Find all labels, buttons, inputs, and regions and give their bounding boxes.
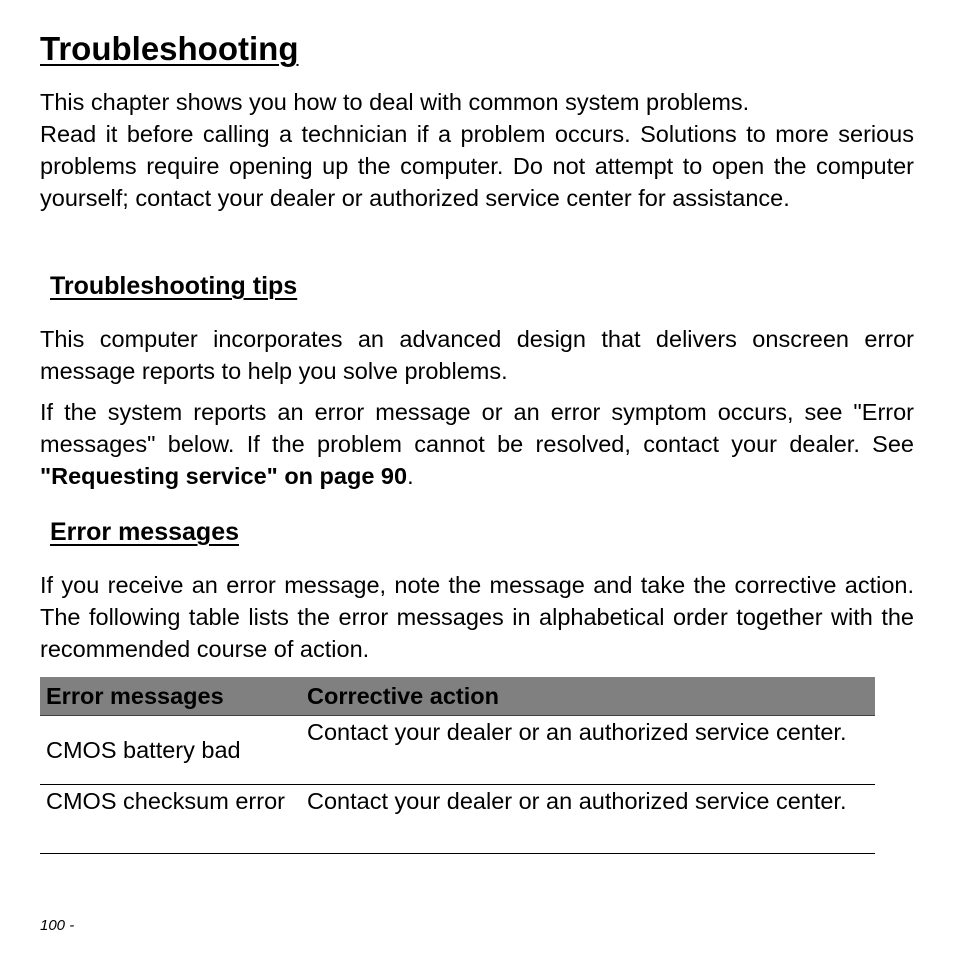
requesting-service-link[interactable]: "Requesting service" on page 90 [40,463,408,489]
error-messages-heading: Error messages [50,518,240,546]
table-header [40,677,875,716]
tips-paragraph-1: This computer incorporates an advanced design that delivers onscreen error message reports to help you solve problems. [40,326,914,384]
table-row [40,716,875,785]
error-messages-paragraph: If you receive an error message, note the message and take the corrective action. The following table lists the error messages in alphabetical order together with the recommended course of action. [40,572,914,662]
page-number: 100 - [40,917,75,934]
column-header-error-messages: Error messages [46,682,224,709]
tips-paragraph-2-end: . [407,463,414,489]
error-message-cell: CMOS battery bad [46,737,241,763]
intro-paragraph: Read it before calling a technician if a problem occurs. Solutions to more serious problems require opening up the computer. Do not attempt to open the computer yourself; contact your dealer or authorized service center for assistance. [40,121,914,211]
error-messages-table [40,677,875,854]
troubleshooting-tips-heading: Troubleshooting tips [50,272,298,300]
error-message-cell: CMOS checksum error [46,788,285,814]
column-header-corrective-action: Corrective action [307,682,499,709]
table-row [40,785,875,854]
tips-paragraph-2-text: If the system reports an error message or an error symptom occurs, see "Error messages" below. If the problem cannot be resolved, contact your dealer. See [40,399,914,457]
intro-line: This chapter shows you how to deal with common system problems. [40,89,750,115]
tips-paragraph-2 [40,396,914,492]
corrective-action-cell: Contact your dealer or an authorized service center. [307,788,847,814]
page-title: Troubleshooting [40,30,299,67]
corrective-action-cell: Contact your dealer or an authorized service center. [307,719,847,745]
